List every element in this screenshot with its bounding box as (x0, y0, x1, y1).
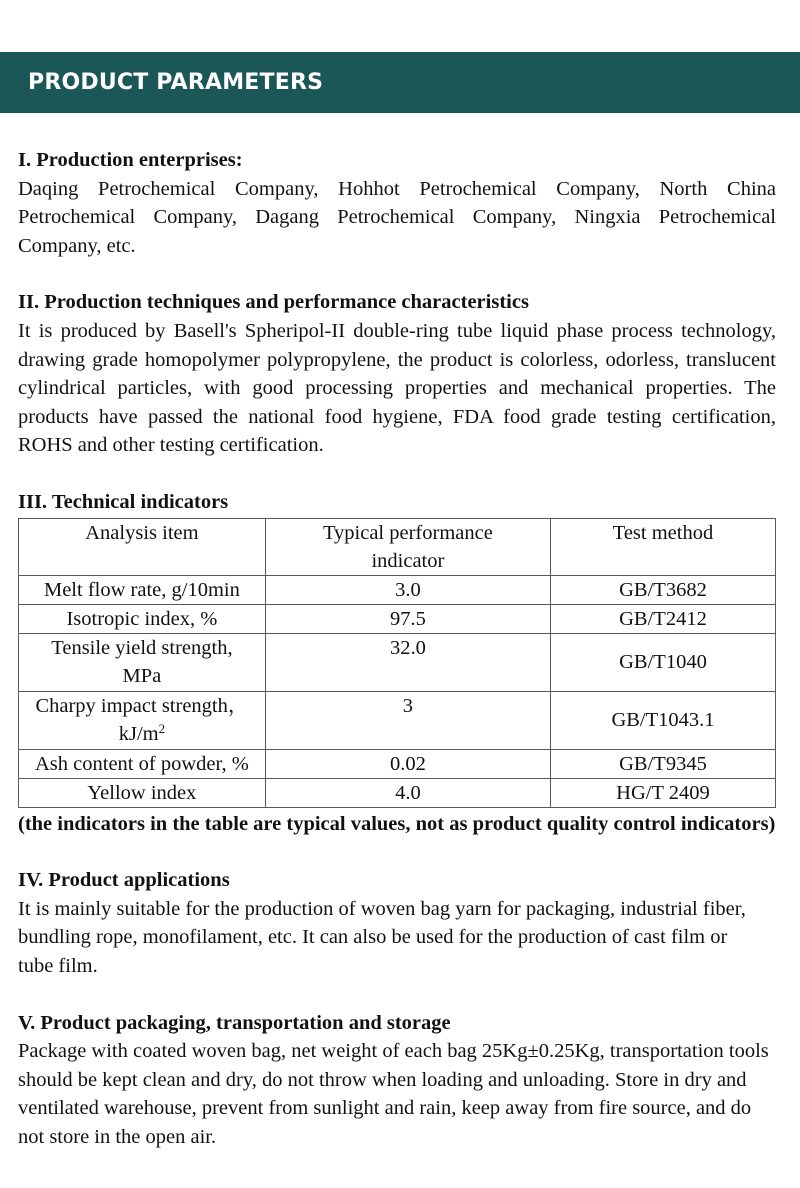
section-packaging-storage (18, 1009, 776, 1152)
table-cell-method: GB/T9345 (550, 749, 775, 778)
table-cell-item: Tensile yield strength, MPa (19, 633, 266, 691)
table-cell-value: 0.02 (265, 749, 550, 778)
table-cell-item: Isotropic index, % (19, 604, 266, 633)
table-cell-item: Ash content of powder, % (19, 749, 266, 778)
section-title: IV. Product applications (18, 869, 230, 892)
table-note: (the indicators in the table are typical values, not as product quality control indicators) (18, 812, 776, 835)
table-cell-item (19, 691, 266, 749)
content (18, 146, 776, 1179)
table-cell-value: 3.0 (265, 575, 550, 604)
table-cell-method: GB/T1040 (550, 633, 775, 691)
table-row (19, 633, 776, 691)
table-header-row (19, 518, 776, 575)
table-row (19, 691, 776, 749)
section-title: II. Production techniques and performance characteristics (18, 291, 529, 314)
section-body: It is mainly suitable for the production of woven bag yarn for packaging, industrial fiber, bundling rope, monofilament, etc. It can also be used for the production of cast film or tube film. (18, 897, 746, 977)
table-cell-item: Yellow index (19, 778, 266, 807)
section-production-enterprises (18, 146, 776, 260)
section-title: V. Product packaging, transportation and storage (18, 1011, 451, 1034)
section-body: Daqing Petrochemical Company, Hohhot Petrochemical Company, North China Petrochemical Company, Dagang Petrochemical Company, Ningxia Petrochemical Company, etc. (18, 177, 776, 257)
table-cell-item-unit: kJ/m (118, 722, 159, 745)
table-cell-item: Melt flow rate, g/10min (19, 575, 266, 604)
section-technical-indicators (18, 488, 776, 838)
section-title: I. Production enterprises: (18, 149, 243, 171)
table-cell-value: 3 (265, 691, 550, 749)
section-banner (0, 52, 800, 113)
table-row (19, 575, 776, 604)
section-product-applications (18, 866, 776, 980)
section-title: III. Technical indicators (18, 490, 229, 513)
table-cell-value: 4.0 (265, 778, 550, 807)
table-cell-method: GB/T3682 (550, 575, 775, 604)
table-cell-item-unit-sup: 2 (158, 720, 166, 736)
table-header-cell: Analysis item (19, 518, 266, 575)
table-cell-item-label: Charpy impact strength， (35, 694, 249, 717)
section-production-techniques (18, 288, 776, 460)
table-row (19, 604, 776, 633)
section-body: Package with coated woven bag, net weight of each bag 25Kg±0.25Kg, transportation tools should be kept clean and dry, do not throw when loading and unloading. Store in dry and ventilated warehouse, prevent from sunlight and rain, keep away from fire source, and do not store in the open air. (18, 1040, 769, 1148)
table-cell-method: GB/T2412 (550, 604, 775, 633)
table-cell-value: 97.5 (265, 604, 550, 633)
table-cell-method: HG/T 2409 (550, 778, 775, 807)
table-row (19, 749, 776, 778)
section-body: It is produced by Basell's Spheripol-II double-ring tube liquid phase process technology, drawing grade homopolymer polypropylene, the product is colorless, odorless, translucent cylindrical particles, with good processing properties and mechanical properties. The products have passed the national food hygiene, FDA food grade testing certification, ROHS and other testing certification. (18, 319, 776, 457)
table-cell-method: GB/T1043.1 (550, 691, 775, 749)
table-header-cell: Test method (550, 518, 775, 575)
table-header-cell: Typical performance indicator (265, 518, 550, 575)
table-row (19, 778, 776, 807)
banner-title: PRODUCT PARAMETERS (28, 70, 324, 95)
indicators-table (18, 518, 776, 808)
table-cell-value: 32.0 (265, 633, 550, 691)
